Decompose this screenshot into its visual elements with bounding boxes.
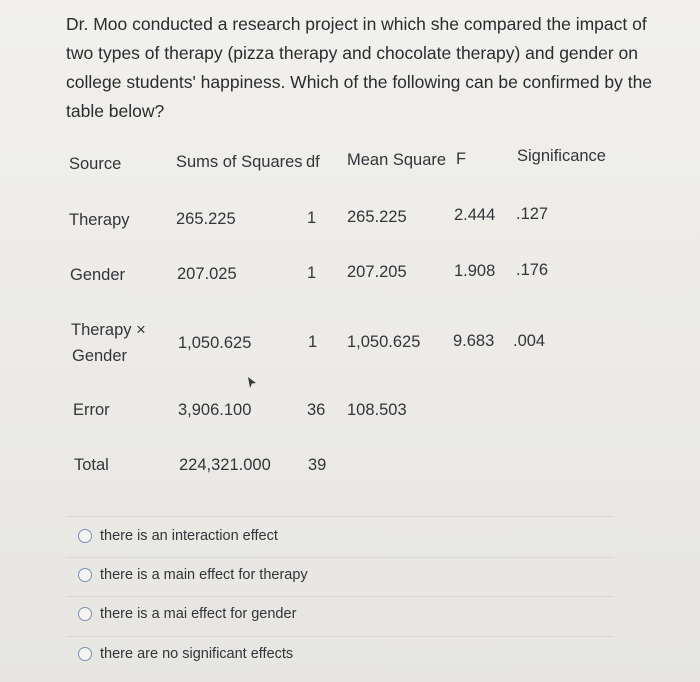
row-error-source: Error bbox=[73, 401, 110, 419]
row-total-source: Total bbox=[74, 456, 109, 474]
header-sums-of-squares: Sums of Squares bbox=[176, 153, 303, 171]
row-interaction-df: 1 bbox=[308, 333, 318, 351]
row-interaction-mean: 1,050.625 bbox=[347, 333, 421, 351]
divider bbox=[66, 557, 614, 558]
row-gender-mean: 207.205 bbox=[347, 263, 407, 281]
row-error-df: 36 bbox=[307, 401, 326, 419]
row-gender-f: 1.908 bbox=[454, 262, 496, 280]
option-no-significant-effects[interactable] bbox=[78, 643, 293, 665]
row-gender-df: 1 bbox=[307, 264, 317, 282]
option-label: there is a main effect for therapy bbox=[100, 567, 308, 583]
row-interaction-source: Therapy × bbox=[71, 321, 146, 339]
row-interaction-sig: .004 bbox=[513, 332, 546, 350]
row-therapy-mean: 265.225 bbox=[347, 208, 407, 226]
option-interaction-effect[interactable] bbox=[78, 525, 278, 547]
header-source: Source bbox=[69, 155, 122, 173]
row-interaction-source-line2: Gender bbox=[72, 347, 128, 365]
row-interaction-sums: 1,050.625 bbox=[178, 334, 252, 352]
divider bbox=[66, 636, 614, 637]
radio-button-icon[interactable] bbox=[78, 529, 92, 543]
row-gender-sums: 207.025 bbox=[177, 265, 237, 283]
question-text: Dr. Moo conducted a research project in which she compared the impact of two types of therapy (pizza therapy and chocolate therapy) and gender on college students' happiness. Which of the following can be confirmed by the table below? bbox=[66, 14, 653, 121]
divider bbox=[66, 596, 614, 597]
row-therapy-sig: .127 bbox=[516, 205, 549, 223]
row-total-sums: 224,321.000 bbox=[179, 456, 271, 474]
row-error-sums: 3,906.100 bbox=[178, 401, 252, 419]
row-therapy-df: 1 bbox=[307, 209, 317, 227]
header-f: F bbox=[456, 150, 467, 168]
option-label: there are no significant effects bbox=[100, 646, 294, 662]
radio-button-icon[interactable] bbox=[78, 568, 92, 582]
row-therapy-source: Therapy bbox=[69, 211, 130, 229]
option-label: there is an interaction effect bbox=[100, 528, 278, 544]
row-therapy-f: 2.444 bbox=[454, 206, 496, 224]
mouse-cursor-icon bbox=[246, 376, 258, 390]
row-total-df: 39 bbox=[308, 456, 327, 474]
header-mean-square: Mean Square bbox=[347, 151, 447, 169]
option-main-effect-therapy[interactable] bbox=[78, 564, 308, 586]
row-therapy-sums: 265.225 bbox=[176, 210, 236, 228]
row-error-mean: 108.503 bbox=[347, 401, 407, 419]
radio-button-icon[interactable] bbox=[78, 607, 92, 621]
option-label: there is a mai effect for gender bbox=[100, 606, 297, 622]
row-gender-source: Gender bbox=[70, 266, 126, 284]
row-gender-sig: .176 bbox=[516, 261, 549, 279]
header-significance: Significance bbox=[517, 147, 606, 165]
divider bbox=[66, 516, 614, 517]
option-main-effect-gender[interactable] bbox=[78, 603, 296, 625]
radio-button-icon[interactable] bbox=[78, 647, 92, 661]
header-df: df bbox=[306, 153, 320, 171]
row-interaction-f: 9.683 bbox=[453, 332, 495, 350]
